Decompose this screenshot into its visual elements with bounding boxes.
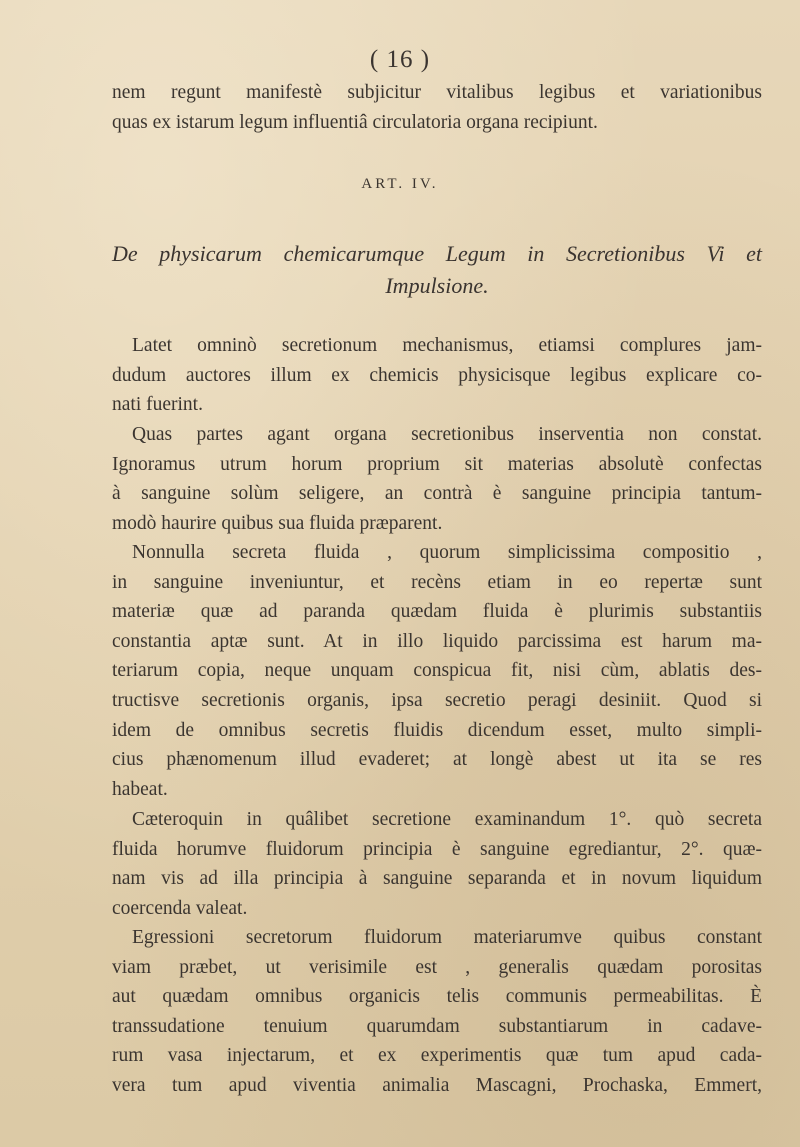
section-title [112, 238, 762, 302]
text-line: Latet omninò secretionum mechanismus, etiamsi complures jam- [132, 335, 762, 356]
text-line: Egressioni secretorum fluidorum materiarumve quibus constant [132, 927, 762, 948]
text-line: in sanguine inveniuntur, et recèns etiam in eo repertæ sunt [112, 571, 762, 593]
text-line: à sanguine solùm seligere, an contrà è sanguine principia tantum- [112, 483, 762, 505]
paragraph [112, 420, 762, 538]
paragraph [112, 923, 762, 1101]
text-line: materiæ quæ ad paranda quædam fluida è plurimis substantiis [112, 601, 762, 623]
text-line: nati fuerint. [112, 394, 203, 416]
text-line: idem de omnibus secretis fluidis dicendum esset, multo simpli- [112, 719, 762, 741]
page-number: ( 16 ) [369, 46, 431, 73]
article-heading: ART. IV. [361, 176, 439, 192]
text-line: Nonnulla secreta fluida , quorum simplicissima compositio , [132, 542, 762, 563]
text-line: fluida horumve fluidorum principia è sanguine egrediantur, 2°. quæ- [112, 838, 762, 860]
paragraph [112, 331, 762, 420]
text-line: coercenda valeat. [112, 897, 248, 919]
text-line: cius phænomenum illud evaderet; at longè abest ut ita se res [112, 749, 762, 771]
paragraph [112, 538, 762, 804]
text-line: viam præbet, ut verisimile est , generalis quædam porositas [112, 956, 762, 978]
section-title-line: De physicarum chemicarumque Legum in Secretionibus Vi et [112, 241, 762, 266]
text-line: Cæteroquin in quâlibet secretione examinandum 1°. quò secreta [132, 809, 762, 830]
text-line: habeat. [112, 778, 168, 800]
text-line: tructisve secretionis organis, ipsa secretio peragi desiniit. Quod si [112, 689, 762, 711]
intro-text [112, 78, 762, 137]
text-line: quas ex istarum legum influentiâ circulatoria organa recipiunt. [112, 111, 598, 133]
section-title-line: Impulsione. [385, 273, 489, 298]
text-line: aut quædam omnibus organicis telis communis permeabilitas. È [112, 986, 762, 1008]
text-line: nam vis ad illa principia à sanguine separanda et in novum liquidum [112, 868, 762, 890]
text-line: Quas partes agant organa secretionibus inserventia non constat. [132, 424, 762, 445]
text-line: dudum auctores illum ex chemicis physicisque legibus explicare co- [112, 364, 762, 386]
text-line: constantia aptæ sunt. At in illo liquido parcissima est harum ma- [112, 630, 762, 652]
text-line: teriarum copia, neque unquam conspicua fit, nisi cùm, ablatis des- [112, 660, 762, 682]
paragraph [112, 805, 762, 923]
text-line: transsudatione tenuium quarumdam substantiarum in cadave- [112, 1015, 762, 1037]
text-line: nem regunt manifestè subjicitur vitalibus legibus et variationibus [112, 82, 762, 103]
text-line: rum vasa injectarum, et ex experimentis quæ tum apud cada- [112, 1045, 762, 1067]
text-line: vera tum apud viventia animalia Mascagni, Prochaska, Emmert, [112, 1074, 762, 1096]
text-line: modò haurire quibus sua fluida præparent. [112, 512, 443, 534]
text-line: Ignoramus utrum horum proprium sit materias absolutè confectas [112, 453, 762, 475]
